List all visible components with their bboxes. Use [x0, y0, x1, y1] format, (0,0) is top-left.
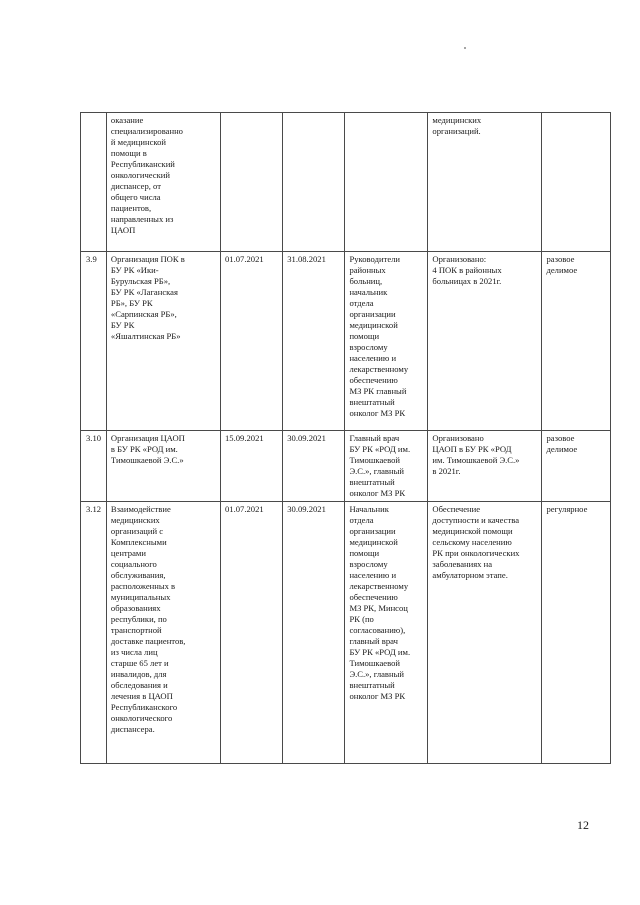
table-row: [81, 252, 611, 431]
responsible-text: Начальник отдела организации медицинской помощи взрослому населению и лекарственному обеспечению МЗ РК, Минсоц РК (по согласованию), главный врач БУ РК «РОД им. Тимошкаевой Э.С.», главный внештатный онколог МЗ РК: [349, 504, 411, 701]
measure-text: Взаимодействие медицинских организаций с Комплексными центрами социального обслуживания, расположенных в муниципальных образованиях республики, по транспортной доставке пациентов, из числа лиц старше 65 лет и инвалидов, для обследования и лечения в ЦАОП Республиканского онкологического диспансера.: [110, 504, 186, 734]
result-text: Организовано ЦАОП в БУ РК «РОД им. Тимошкаевой Э.С.» в 2021г.: [432, 433, 520, 476]
row-number: 3.10: [86, 433, 102, 443]
table-row: [81, 502, 611, 764]
type-cell: [542, 502, 611, 764]
responsible-text: Руководители районных больниц, начальник отдела организации медицинской помощи взрослому населению и лекарственному обеспечению МЗ РК главный внештатный онколог МЗ РК: [349, 254, 409, 418]
result-cell: [428, 252, 542, 431]
start-date: 01.07.2021: [225, 254, 264, 264]
measure-cell: [106, 252, 220, 431]
end-date-cell: [283, 252, 345, 431]
scan-speck: [464, 47, 466, 49]
result-text: медицинских организаций.: [432, 115, 482, 136]
row-number: 3.9: [86, 254, 97, 264]
row-number-cell: [81, 252, 107, 431]
result-text: Организовано: 4 ПОК в районных больницах в 2021г.: [432, 254, 502, 286]
row-number-cell: [81, 502, 107, 764]
responsible-cell: [345, 252, 428, 431]
start-date-cell: [221, 431, 283, 502]
measure-cell: [106, 502, 220, 764]
table-row: [81, 113, 611, 252]
measures-table: [80, 112, 611, 764]
responsible-cell: [345, 113, 428, 252]
table-row: [81, 431, 611, 502]
page-number: 12: [577, 818, 589, 832]
result-cell: [428, 113, 542, 252]
measure-cell: [106, 431, 220, 502]
start-date: 01.07.2021: [225, 504, 264, 514]
type-text: разовое делимое: [546, 254, 578, 275]
type-text: регулярное: [546, 504, 588, 514]
result-cell: [428, 502, 542, 764]
responsible-text: Главный врач БУ РК «РОД им. Тимошкаевой Э.С.», главный внештатный онколог МЗ РК: [349, 433, 411, 498]
measure-cell: [106, 113, 220, 252]
row-number-cell: [81, 113, 107, 252]
result-text: Обеспечение доступности и качества медицинской помощи сельскому населению РК при онкологических заболеваниях на амбулаторном этапе.: [432, 504, 520, 580]
measure-text: оказание специализированно й медицинской помощи в Республиканский онкологический диспансер, от общего числа пациентов, направленных из ЦАОП: [110, 115, 183, 235]
end-date: 30.09.2021: [287, 433, 326, 443]
type-cell: [542, 252, 611, 431]
start-date: 15.09.2021: [225, 433, 264, 443]
start-date-cell: [221, 252, 283, 431]
type-cell: [542, 113, 611, 252]
end-date-cell: [283, 113, 345, 252]
row-number-cell: [81, 431, 107, 502]
responsible-cell: [345, 431, 428, 502]
measure-text: Организация ПОК в БУ РК «Ики- Бурульская РБ», БУ РК «Лаганская РБ», БУ РК «Сарпинская РБ», БУ РК «Яшалтинская РБ»: [110, 254, 185, 341]
end-date-cell: [283, 431, 345, 502]
responsible-cell: [345, 502, 428, 764]
type-text: разовое делимое: [546, 433, 578, 454]
end-date: 30.09.2021: [287, 504, 326, 514]
start-date-cell: [221, 502, 283, 764]
measure-text: Организация ЦАОП в БУ РК «РОД им. Тимошкаевой Э.С.»: [110, 433, 185, 465]
row-number: 3.12: [86, 504, 102, 514]
result-cell: [428, 431, 542, 502]
end-date: 31.08.2021: [287, 254, 326, 264]
end-date-cell: [283, 502, 345, 764]
type-cell: [542, 431, 611, 502]
start-date-cell: [221, 113, 283, 252]
